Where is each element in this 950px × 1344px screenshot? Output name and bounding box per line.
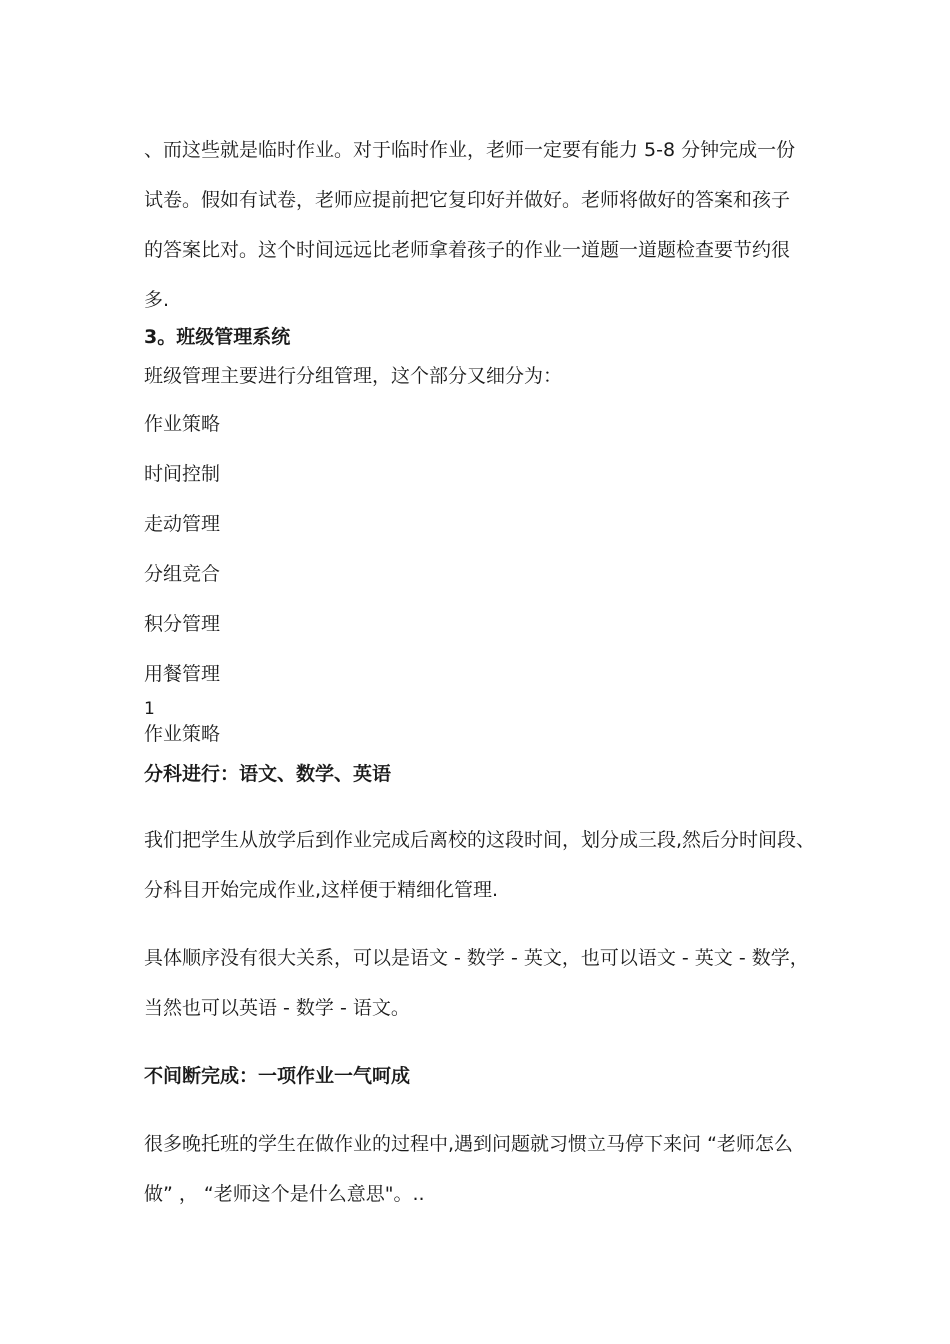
paragraph-line: 具体顺序没有很大关系，可以是语文 - 数学 - 英文，也可以语文 - 英文 - 数学， — [144, 947, 809, 969]
paragraph-line: 多. — [144, 289, 170, 311]
list-item: 分组竞合 — [144, 563, 221, 585]
list-item: 用餐管理 — [144, 663, 221, 685]
list-item: 作业策略 — [144, 413, 221, 435]
list-item: 走动管理 — [144, 513, 221, 535]
paragraph-line: 我们把学生从放学后到作业完成后离校的这段时间，划分成三段,然后分时间段、 — [144, 829, 816, 851]
paragraph-line: 很多晚托班的学生在做作业的过程中,遇到问题就习惯立马停下来问 “老师怎么 — [144, 1133, 793, 1155]
subjects-heading: 分科进行：语文、数学、英语 — [144, 763, 392, 785]
list-item: 积分管理 — [144, 613, 221, 635]
paragraph-line: 分科目开始完成作业,这样便于精细化管理. — [144, 879, 499, 901]
paragraph-line: 做” ， “老师这个是什么意思"。.. — [144, 1183, 425, 1205]
section-heading: 3。班级管理系统 — [144, 326, 291, 348]
continuous-heading: 不间断完成：一项作业一气呵成 — [144, 1065, 411, 1087]
sub-number: 1 — [144, 699, 155, 719]
paragraph-line: 、而这些就是临时作业。对于临时作业，老师一定要有能力 5-8 分钟完成一份 — [144, 139, 796, 161]
section-intro: 班级管理主要进行分组管理，这个部分又细分为： — [144, 365, 563, 387]
paragraph-line: 当然也可以英语 - 数学 - 语文。 — [144, 997, 410, 1019]
paragraph-line: 试卷。假如有试卷，老师应提前把它复印好并做好。老师将做好的答案和孩子 — [144, 189, 791, 211]
paragraph-line: 的答案比对。这个时间远远比老师拿着孩子的作业一道题一道题检查要节约很 — [144, 239, 791, 261]
sub-title: 作业策略 — [144, 723, 221, 745]
list-item: 时间控制 — [144, 463, 221, 485]
